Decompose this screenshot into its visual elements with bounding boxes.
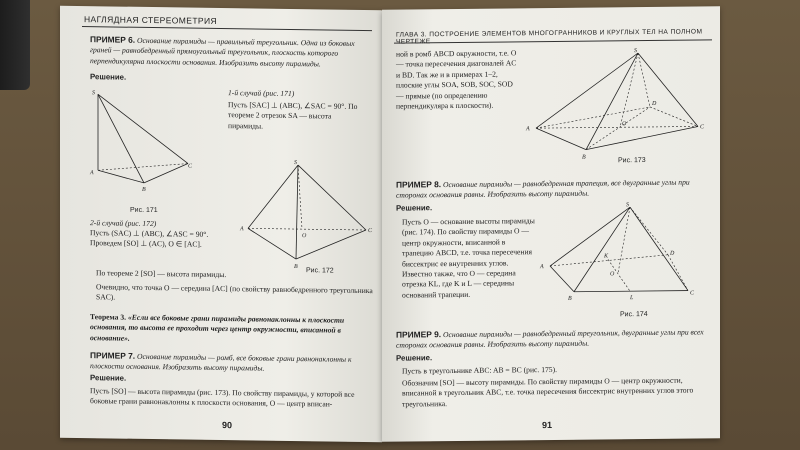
- example7-solution-label: Решение.: [90, 373, 127, 383]
- fig173-label-o: O: [622, 121, 627, 128]
- fig174-label-c: C: [690, 290, 695, 297]
- fig174-label-d: D: [670, 250, 675, 257]
- example6-heading: ПРИМЕР 6.: [90, 34, 136, 45]
- continuation-text: ной в ромб ABCD окружности, т.е. O — точка пересечения диагоналей AC и BD. Так же и в примерах 1–2, плоские углы SOA, SOB, SOC, SOD — прямые (по определению перпендикуляра к плоскости).: [396, 48, 517, 111]
- fig174-caption: Рис. 174: [620, 310, 648, 319]
- right-page-number: 91: [542, 419, 553, 431]
- example6-solution-label: Решение.: [90, 72, 127, 82]
- example6-statement: Основание пирамиды — правильный треугольник. Одна из боковых граней — равнобедренный прямоугольный треугольник, плоскость которого перпендикулярна плоскости основания. Изобразить высоту пирамиды.: [90, 35, 355, 69]
- example7-statement: Основание пирамиды — ромб, все боковые грани равнонаклонны к плоскости основания. Изобразить высоту пирамиды.: [90, 351, 352, 374]
- fig171-label-s: S: [92, 90, 95, 97]
- example7-text: Пусть [SO] — высота пирамиды (рис. 173). По свойству пирамиды, у которой все боковые грани равнонаклонны к плоскости основания, O — центр вписан-: [90, 386, 355, 409]
- case2-title: 2-й случай (рис. 172): [90, 218, 157, 229]
- fig172-label-o: O: [302, 233, 307, 240]
- fig174-label-o: O: [610, 271, 615, 278]
- fig171-caption: Рис. 171: [130, 206, 158, 215]
- theorem3-label: Теорема 3.: [90, 312, 127, 322]
- fig174-label-s: S: [626, 202, 629, 209]
- fig174-label-k: K: [604, 253, 609, 260]
- case1-text: Пусть [SAC] ⊥ (ABC), ∠SAC = 90°. По теореме 2 отрезок SA — высота пирамиды.: [228, 100, 358, 131]
- example8-text: Пусть O — основание высоты пирамиды (рис. 174). По свойству пирамиды O — центр окружности, вписанной в трапецию ABCD, т.е. точка пересечения биссектрис ее внутренних углов. Известно также, что O — середина отрезка KL, где K и L — середины оснований трапеции.: [402, 216, 535, 300]
- example7-paragraph: [90, 350, 374, 376]
- fig172-label-a: A: [240, 226, 244, 233]
- example9-paragraph: [396, 326, 712, 351]
- figure-172: [238, 156, 378, 270]
- fig173-label-c: C: [700, 124, 705, 131]
- left-page-header: НАГЛЯДНАЯ СТЕРЕОМЕТРИЯ: [84, 14, 218, 26]
- after-text-2: Очевидно, что точка O — середина [AC] (по свойству равнобедренного треугольника SAC).: [96, 282, 373, 302]
- fig171-label-b: B: [142, 186, 146, 193]
- fig174-label-b: B: [568, 295, 572, 302]
- case2-text: Пусть (SAC) ⊥ (ABC), ∠ASC = 90°. Проведем [SO] ⊥ (AC), O ∈ [AC].: [90, 228, 209, 250]
- fig172-label-s: S: [294, 160, 297, 167]
- left-page-number: 90: [222, 420, 233, 431]
- example8-heading: ПРИМЕР 8.: [396, 179, 442, 190]
- example6-paragraph: [90, 34, 370, 70]
- example9-statement: Основание пирамиды — равнобедренный треугольник, двугранные углы при всех сторонах основания равны. Изобразить высоту пирамиды.: [396, 327, 704, 351]
- example9-heading: ПРИМЕР 9.: [396, 329, 442, 340]
- fig173-label-b: B: [582, 154, 586, 161]
- fig173-label-d: D: [652, 100, 657, 107]
- fig172-label-b: B: [294, 264, 298, 271]
- after-text-1: По теореме 2 [SO] — высота пирамиды.: [96, 268, 227, 280]
- left-page: [60, 6, 382, 442]
- theorem3-paragraph: [90, 312, 374, 347]
- fig174-label-l: L: [630, 295, 634, 302]
- fig173-label-a: A: [526, 126, 530, 133]
- right-page: [382, 6, 720, 442]
- fig171-label-a: A: [90, 170, 94, 177]
- header-rule: [82, 26, 372, 31]
- fig173-label-s: S: [634, 48, 637, 55]
- example8-paragraph: [396, 176, 712, 201]
- figure-173: [522, 44, 712, 166]
- example9-line1: Пусть в треугольнике ABC: AB = BC (рис. 175).: [402, 364, 558, 376]
- theorem3-text: «Если все боковые грани пирамиды равнонаклонны к плоскости основания, то высота ее проходит через центр окружности, вписанной в основание».: [90, 312, 345, 343]
- figure-174: [538, 198, 716, 318]
- desk-object: [0, 0, 30, 90]
- fig173-caption: Рис. 173: [618, 157, 646, 165]
- fig171-label-c: C: [188, 163, 193, 170]
- fig172-label-c: C: [368, 228, 373, 235]
- right-page-header: ГЛАВА 3. ПОСТРОЕНИЕ ЭЛЕМЕНТОВ МНОГОГРАННИКОВ И КРУГЛЫХ ТЕЛ НА ПОЛНОМ: [396, 28, 703, 39]
- fig172-caption: Рис. 172: [306, 267, 334, 275]
- fig174-label-a: A: [540, 264, 544, 271]
- example7-heading: ПРИМЕР 7.: [90, 350, 136, 361]
- case1-title: 1-й случай (рис. 171): [228, 88, 295, 99]
- figure-171: [84, 84, 194, 196]
- example9-line2: Обозначим [SO] — высоту пирамиды. По свойству пирамиды O — центр окружности, вписанной в треугольник ABC, т.е. точка пересечения биссектрис внутренних углов этого треугольника.: [402, 375, 694, 409]
- example9-solution-label: Решение.: [396, 353, 433, 363]
- example8-statement: Основание пирамиды — равнобедренная трапеция, все двугранные углы при сторонах основания равны. Изобразить высоту пирамиды.: [396, 177, 690, 201]
- example8-solution-label: Решение.: [396, 203, 433, 213]
- open-book: [60, 8, 720, 440]
